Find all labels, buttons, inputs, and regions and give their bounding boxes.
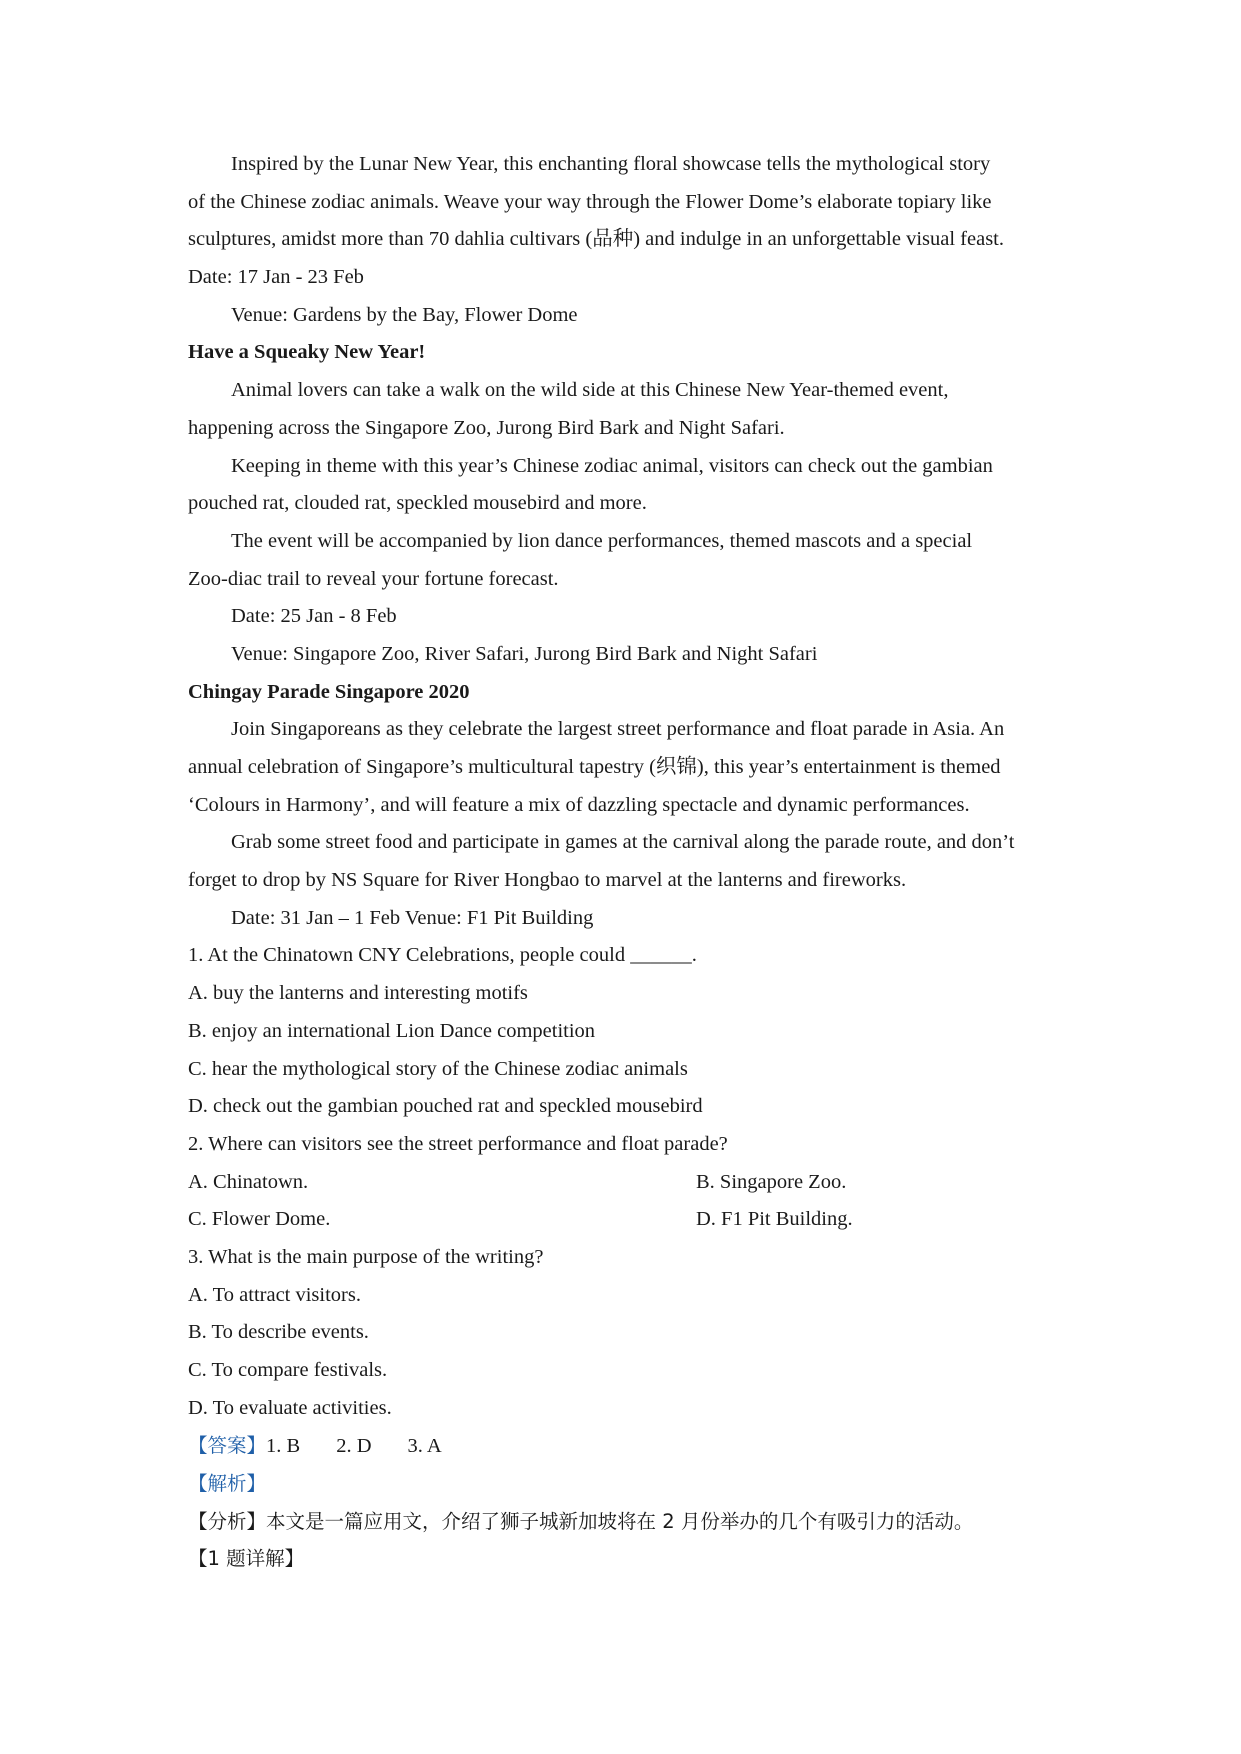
fenxi-tag: 【分析】 — [188, 1509, 267, 1533]
option-c: C. To compare festivals. — [188, 1359, 388, 1381]
paragraph-line: pouched rat, clouded rat, speckled mousebird and more. — [188, 492, 647, 515]
paragraph-line: Zoo-diac trail to reveal your fortune forecast. — [188, 567, 559, 590]
section-title: Chingay Parade Singapore 2020 — [188, 680, 470, 703]
option-b: B. enjoy an international Lion Dance competition — [188, 1019, 596, 1042]
paragraph-line: of the Chinese zodiac animals. Weave your way through the Flower Dome’s elaborate topiary like — [188, 190, 992, 213]
analysis-tag: 【解析】 — [188, 1472, 267, 1496]
event-venue: Venue: Gardens by the Bay, Flower Dome — [231, 303, 578, 326]
analysis-line — [188, 1465, 1068, 1503]
paragraph-line: The event will be accompanied by lion dance performances, themed mascots and a special — [231, 529, 973, 552]
option-a: A. To attract visitors. — [188, 1283, 361, 1306]
q1-detail-heading: 【1 题详解】 — [188, 1547, 305, 1571]
question-1: 1. At the Chinatown CNY Celebrations, people could ______. — [188, 944, 697, 967]
paragraph-line: Inspired by the Lunar New Year, this enchanting floral showcase tells the mythological story — [231, 153, 991, 175]
answer-line — [188, 1427, 1068, 1465]
option-c: C. hear the mythological story of the Chinese zodiac animals — [188, 1057, 688, 1080]
event-date: Date: 25 Jan - 8 Feb — [231, 605, 397, 628]
answer-3: 3. A — [407, 1435, 442, 1458]
document-body — [188, 146, 1068, 1578]
section-title: Have a Squeaky New Year! — [188, 341, 426, 364]
event-date-venue: Date: 31 Jan – 1 Feb Venue: F1 Pit Building — [231, 906, 594, 929]
paragraph-line: happening across the Singapore Zoo, Jurong Bird Bark and Night Safari. — [188, 416, 785, 439]
option-d: D. check out the gambian pouched rat and speckled mousebird — [188, 1095, 703, 1118]
answer-1: 1. B — [266, 1435, 301, 1458]
option-row — [188, 1164, 1068, 1202]
paragraph-line: sculptures, amidst more than 70 dahlia cultivars (品种) and indulge in an unforgettable visual feast. — [188, 228, 1004, 251]
option-a: A. Chinatown. — [188, 1170, 309, 1193]
option-c: C. Flower Dome. — [188, 1208, 331, 1231]
paragraph-line: forget to drop by NS Square for River Hongbao to marvel at the lanterns and fireworks. — [188, 869, 907, 892]
option-b: B. Singapore Zoo. — [696, 1170, 847, 1193]
option-d: D. To evaluate activities. — [188, 1396, 392, 1419]
paragraph-line: annual celebration of Singapore’s multicultural tapestry (织锦), this year’s entertainment is themed — [188, 756, 1001, 778]
option-b: B. To describe events. — [188, 1321, 369, 1344]
answer-2: 2. D — [336, 1435, 372, 1458]
answer-tag: 【答案】 — [188, 1434, 267, 1458]
paragraph-line: Join Singaporeans as they celebrate the largest street performance and float parade in Asia. An — [231, 718, 1005, 741]
fenxi-text: 本文是一篇应用文，介绍了狮子城新加坡将在 2 月份举办的几个有吸引力的活动。 — [266, 1509, 974, 1533]
paragraph-line: Animal lovers can take a walk on the wild side at this Chinese New Year-themed event, — [231, 379, 949, 402]
paragraph-line: Keeping in theme with this year’s Chinese zodiac animal, visitors can check out the gambian — [231, 454, 993, 477]
event-venue: Venue: Singapore Zoo, River Safari, Jurong Bird Bark and Night Safari — [231, 642, 818, 665]
fenxi-line — [188, 1503, 1068, 1541]
option-row — [188, 1201, 1068, 1239]
paragraph-line: ‘Colours in Harmony’, and will feature a mix of dazzling spectacle and dynamic performances. — [188, 793, 970, 816]
question-3: 3. What is the main purpose of the writing? — [188, 1245, 544, 1268]
option-d: D. F1 Pit Building. — [696, 1208, 853, 1231]
event-date: Date: 17 Jan - 23 Feb — [188, 266, 364, 289]
question-2: 2. Where can visitors see the street performance and float parade? — [188, 1132, 728, 1155]
option-a: A. buy the lanterns and interesting motifs — [188, 982, 528, 1005]
paragraph-line: Grab some street food and participate in games at the carnival along the parade route, and don’t — [231, 831, 1015, 854]
